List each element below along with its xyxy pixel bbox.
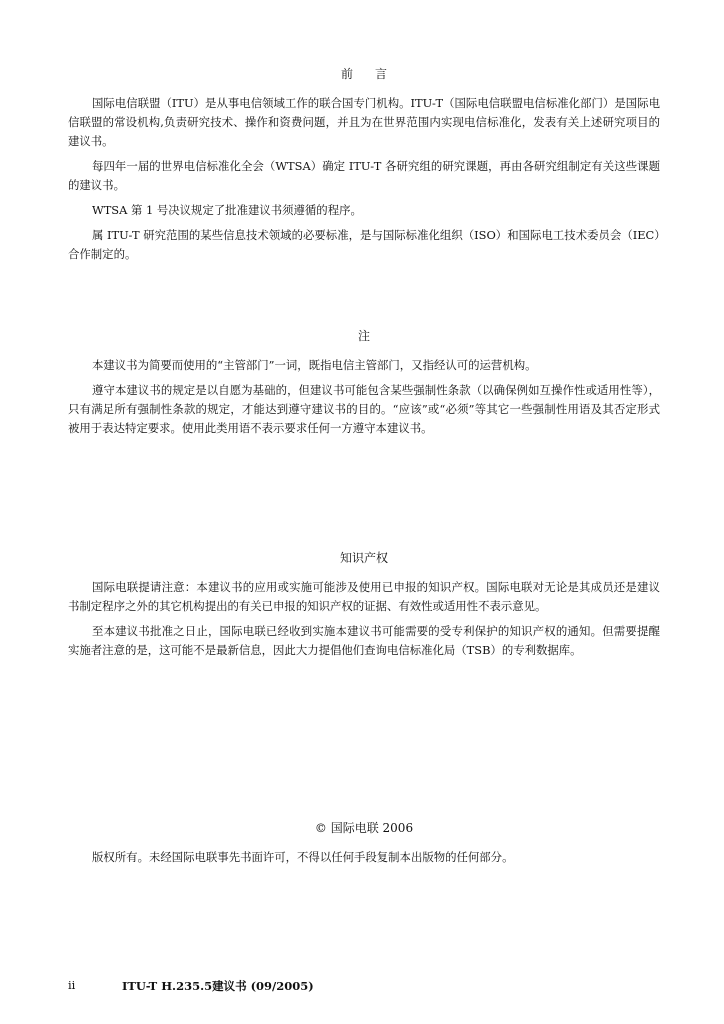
ipr-title: 知识产权 — [339, 551, 388, 565]
note-paragraph-2: 遵守本建议书的规定是以自愿为基础的，但建议书可能包含某些强制性条款（以确保例如互操作性或适用性等），只有满足所有强制性条款的规定，才能达到遵守建议书的目的。“应该”或“必须”等其它一些强制性用语及其否定形式被用于表达特定要求。使用此类用语不表示要求任何一方遵守本建议书。 — [68, 383, 660, 435]
preface-paragraph-4: 属 ITU-T 研究范围的某些信息技术领域的必要标准，是与国际标准化组织（ISO）和国际电工技术委员会（IEC）合作制定的。 — [68, 228, 660, 261]
ipr-section — [68, 550, 660, 666]
copyright-paragraph-1: 版权所有。未经国际电联事先书面许可，不得以任何手段复制本出版物的任何部分。 — [92, 850, 514, 864]
note-title: 注 — [357, 329, 370, 343]
preface-paragraph-3: WTSA 第 1 号决议规定了批准建议书须遵循的程序。 — [92, 203, 362, 217]
document-reference: ITU-T H.235.5建议书 (09/2005) — [122, 979, 314, 993]
ipr-paragraph-1: 国际电联提请注意：本建议书的应用或实施可能涉及使用已申报的知识产权。国际电联对无论是其成员还是建议书制定程序之外的其它机构提出的有关已申报的知识产权的证据、有效性或适用性不表示意见。 — [68, 580, 660, 613]
preface-title: 前言 — [340, 67, 409, 81]
preface-paragraph-2: 每四年一届的世界电信标准化全会（WTSA）确定 ITU-T 各研究组的研究课题，再由各研究组制定有关这些课题的建议书。 — [68, 159, 660, 192]
copyright-section — [68, 820, 660, 873]
ipr-paragraph-2: 至本建议书批准之日止，国际电联已经收到实施本建议书可能需要的受专利保护的知识产权的通知。但需要提醒实施者注意的是，这可能不是最新信息，因此大力提倡他们查询电信标准化局（TSB）的专利数据库。 — [68, 624, 660, 657]
preface-section — [68, 66, 660, 270]
copyright-title: © 国际电联 2006 — [314, 821, 414, 835]
note-paragraph-1: 本建议书为简要而使用的“主管部门”一词，既指电信主管部门，又指经认可的运营机构。 — [92, 358, 537, 372]
page-footer — [68, 978, 660, 996]
page-number: ii — [68, 978, 76, 992]
note-section — [68, 328, 660, 444]
preface-paragraph-1: 国际电信联盟（ITU）是从事电信领域工作的联合国专门机构。ITU-T（国际电信联盟电信标准化部门）是国际电信联盟的常设机构,负责研究技术、操作和资费问题，并且为在世界范围内实现电信标准化，发表有关上述研究项目的建议书。 — [68, 96, 660, 148]
